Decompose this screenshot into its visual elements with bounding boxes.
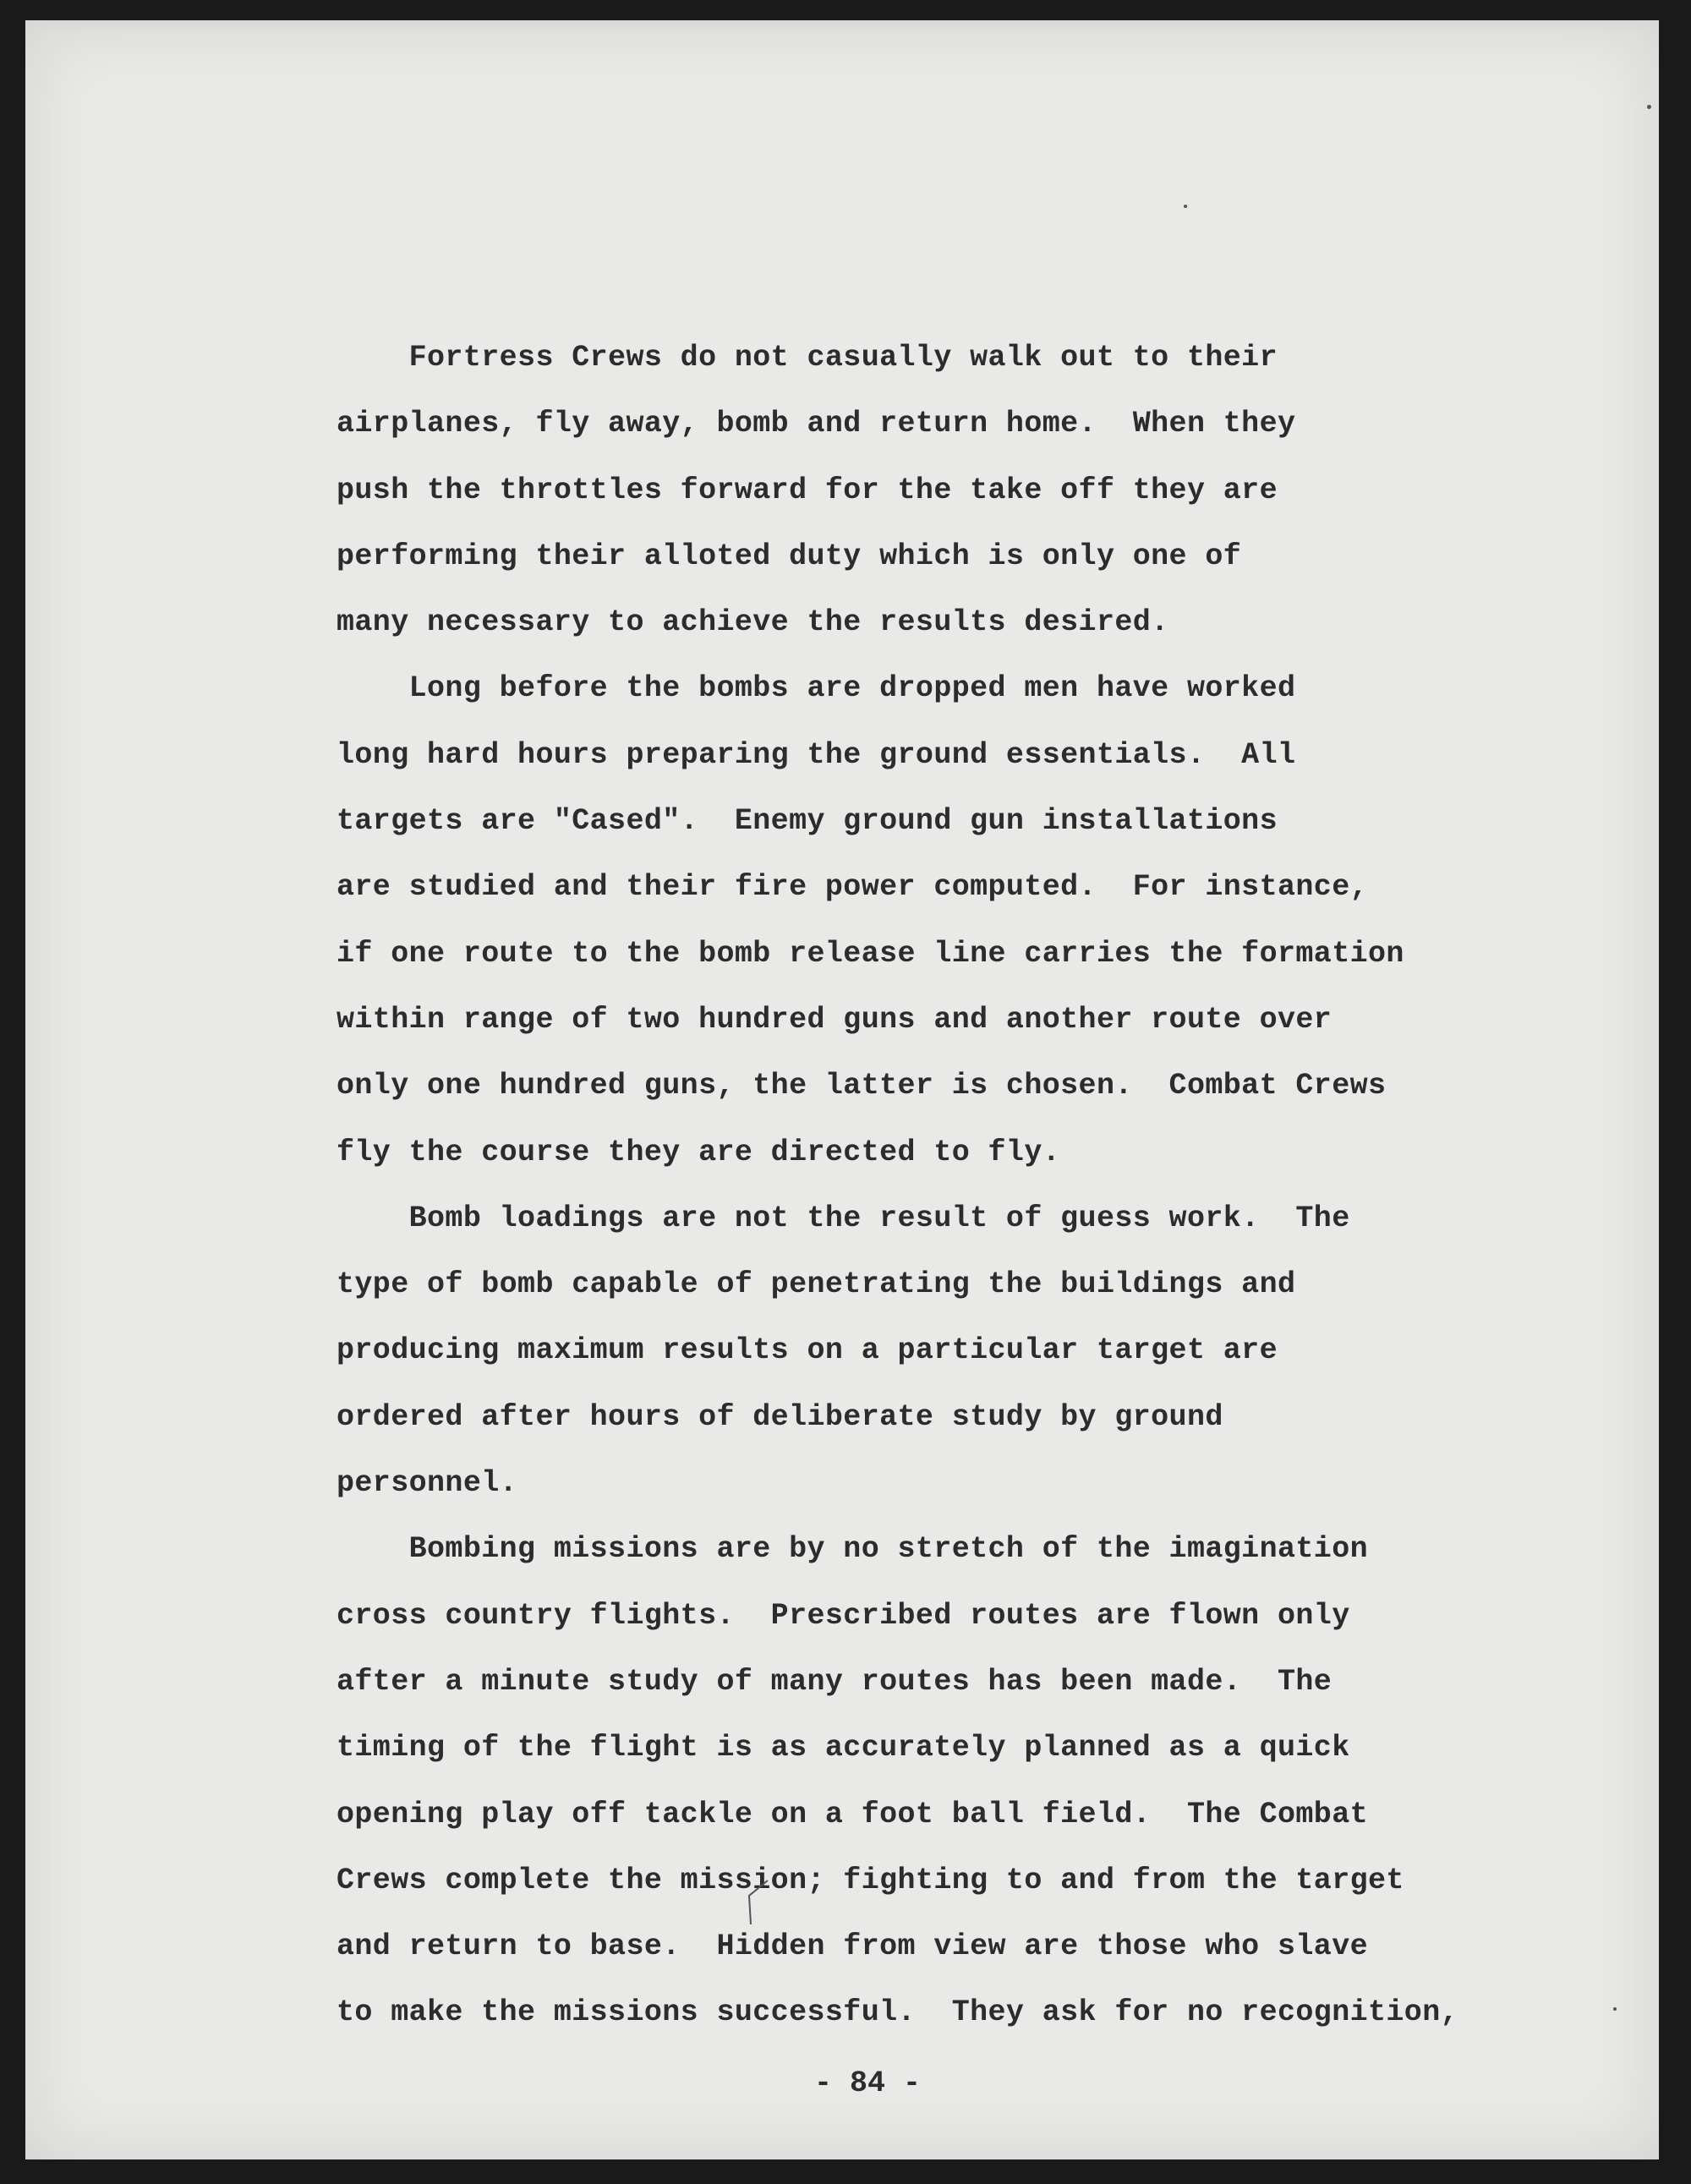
paragraph-3 [337,1185,1622,1516]
pencil-bracket-mark [742,1877,776,1928]
text-line: producing maximum results on a particular target are [337,1333,1278,1368]
paragraph-1 [337,325,1622,655]
text-line: Crews complete the mission; fighting to and from the target [337,1863,1404,1897]
text-line: within range of two hundred guns and another route over [337,1002,1333,1037]
text-line: performing their alloted duty which is only one of [337,539,1242,573]
text-line: Bombing missions are by no stretch of the imagination [337,1532,1368,1567]
text-line: long hard hours preparing the ground essentials. All [337,737,1296,772]
text-line: cross country flights. Prescribed routes are flown only [337,1598,1350,1633]
text-line: Bomb loadings are not the result of guess work. The [337,1201,1350,1235]
scan-edge-shadow [25,20,1659,32]
page-number: - 84 - [813,2066,922,2100]
text-line: airplanes, fly away, bomb and return home. When they [337,407,1296,441]
text-line: many necessary to achieve the results desired. [337,605,1169,640]
text-line: only one hundred guns, the latter is chosen. Combat Crews [337,1069,1387,1103]
paragraph-2 [337,655,1622,1185]
text-line: after a minute study of many routes has been made. The [337,1664,1333,1699]
text-line: targets are "Cased". Enemy ground gun installations [337,804,1278,839]
text-line: push the throttles forward for the take off they are [337,473,1278,507]
text-line: fly the course they are directed to fly. [337,1135,1061,1169]
text-line: personnel. [337,1466,518,1501]
text-line: timing of the flight is as accurately planned as a quick [337,1731,1350,1765]
dust-speck [1184,205,1187,208]
text-line: ordered after hours of deliberate study by ground [337,1399,1223,1434]
text-line: and return to base. Hidden from view are those who slave [337,1929,1368,1964]
text-line: if one route to the bomb release line carries the formation [337,936,1404,971]
paragraph-4 [337,1516,1622,2045]
text-line: are studied and their fire power computed. For instance, [337,870,1368,905]
dust-speck [1613,2007,1617,2011]
document-body [337,325,1622,2046]
document-page [25,20,1659,2159]
text-line: Long before the bombs are dropped men have worked [337,671,1296,706]
text-line: type of bomb capable of penetrating the buildings and [337,1267,1296,1302]
text-line: Fortress Crews do not casually walk out to their [337,341,1278,375]
text-line: opening play off tackle on a foot ball field. The Combat [337,1797,1368,1831]
dust-speck [1647,105,1651,109]
text-line: to make the missions successful. They ask for no recognition, [337,1995,1459,2030]
